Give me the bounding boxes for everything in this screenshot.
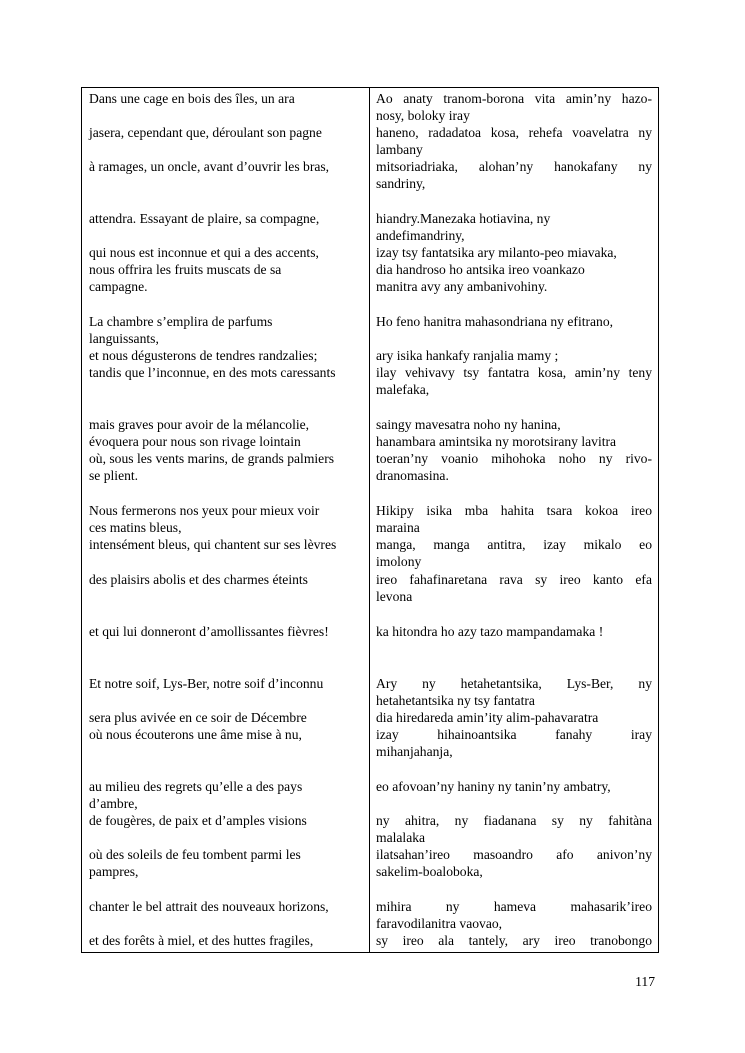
left-line: et des forêts à miel, et des huttes fragiles, bbox=[89, 933, 314, 948]
right-line: malefaka, bbox=[376, 382, 430, 397]
left-line: et qui lui donneront d’amollissantes fièvres! bbox=[89, 624, 329, 639]
left-line: à ramages, un oncle, avant d’ouvrir les bras, bbox=[89, 159, 330, 174]
left-line: et nous dégusterons de tendres randzalies; bbox=[89, 348, 318, 363]
right-line: malalaka bbox=[376, 830, 426, 845]
right-line: haneno, radadatoa kosa, rehefa voavelatra ny bbox=[376, 125, 652, 140]
right-line: Ao anaty tranom-borona vita amin’ny hazo- bbox=[376, 91, 652, 106]
right-line: mitsoriadriaka, alohan’ny hanokafany ny bbox=[376, 159, 652, 174]
right-line: levona bbox=[376, 589, 413, 604]
bilingual-poem-table bbox=[81, 87, 659, 953]
left-line: intensément bleus, qui chantent sur ses lèvres bbox=[89, 537, 337, 552]
left-line: où, sous les vents marins, de grands palmiers bbox=[89, 451, 335, 466]
right-line: faravodilanitra vaovao, bbox=[376, 916, 503, 931]
right-line: ilatsahan’ireo masoandro afo anivon’ny bbox=[376, 847, 652, 862]
right-line: dia hiredareda amin’ity alim-pahavaratra bbox=[376, 710, 599, 725]
right-line: ka hitondra ho azy tazo mampandamaka ! bbox=[376, 624, 604, 639]
left-line: des plaisirs abolis et des charmes éteints bbox=[89, 572, 308, 587]
right-line: mihanjahanja, bbox=[376, 744, 453, 759]
right-line: maraina bbox=[376, 520, 420, 535]
right-line: lambany bbox=[376, 142, 423, 157]
right-line: izay tsy fantatsika ary milanto-peo miavaka, bbox=[376, 245, 617, 260]
right-line: Ary ny hetahetantsika, Lys-Ber, ny bbox=[376, 676, 652, 691]
right-line: dranomasina. bbox=[376, 468, 449, 483]
right-line: saingy mavesatra noho ny hanina, bbox=[376, 417, 561, 432]
right-line: andefimandriny, bbox=[376, 228, 465, 243]
left-line: se plient. bbox=[89, 468, 139, 483]
right-line: toeran’ny voanio mihohoka noho ny rivo- bbox=[376, 451, 652, 466]
right-line: sandriny, bbox=[376, 176, 426, 191]
left-line: tandis que l’inconnue, en des mots caressants bbox=[89, 365, 336, 380]
right-line: ny ahitra, ny fiadanana sy ny fahitàna bbox=[376, 813, 652, 828]
right-line: nosy, boloky iray bbox=[376, 108, 470, 123]
right-line: ary isika hankafy ranjalia mamy ; bbox=[376, 348, 559, 363]
left-line: qui nous est inconnue et qui a des accents, bbox=[89, 245, 319, 260]
left-line: sera plus avivée en ce soir de Décembre bbox=[89, 710, 307, 725]
left-line: attendra. Essayant de plaire, sa compagne, bbox=[89, 211, 320, 226]
right-line: hanambara amintsika ny morotsirany lavitra bbox=[376, 434, 617, 449]
right-line: hiandry.Manezaka hotiavina, ny bbox=[376, 211, 551, 226]
page-number: 117 bbox=[635, 974, 655, 989]
left-line: Et notre soif, Lys-Ber, notre soif d’inconnu bbox=[89, 676, 324, 691]
right-line: ireo fahafinaretana rava sy ireo kanto efa bbox=[376, 572, 652, 587]
right-line: sakelim-boaloboka, bbox=[376, 864, 483, 879]
left-line: Nous fermerons nos yeux pour mieux voir bbox=[89, 503, 320, 518]
left-line: La chambre s’emplira de parfums bbox=[89, 314, 273, 329]
left-line: ces matins bleus, bbox=[89, 520, 182, 535]
left-line: campagne. bbox=[89, 279, 148, 294]
left-line: languissants, bbox=[89, 331, 159, 346]
right-line: manitra avy any ambanivohiny. bbox=[376, 279, 548, 294]
right-line: eo afovoan’ny haniny ny tanin’ny ambatry, bbox=[376, 779, 611, 794]
left-line: au milieu des regrets qu’elle a des pays bbox=[89, 779, 303, 794]
column-divider bbox=[369, 88, 370, 952]
right-line: dia handroso ho antsika ireo voankazo bbox=[376, 262, 585, 277]
right-line: Hikipy isika mba hahita tsara kokoa ireo bbox=[376, 503, 652, 518]
right-line: manga, manga antitra, izay mikalo eo bbox=[376, 537, 652, 552]
left-line: jasera, cependant que, déroulant son pagne bbox=[89, 125, 322, 140]
left-line: où des soleils de feu tombent parmi les bbox=[89, 847, 301, 862]
left-line: de fougères, de paix et d’amples visions bbox=[89, 813, 307, 828]
right-line: ilay vehivavy tsy fantatra kosa, amin’ny teny bbox=[376, 365, 652, 380]
right-line: imolony bbox=[376, 554, 422, 569]
right-line: sy ireo ala tantely, ary ireo tranobongo bbox=[376, 933, 652, 948]
left-line: Dans une cage en bois des îles, un ara bbox=[89, 91, 295, 106]
left-line: nous offrira les fruits muscats de sa bbox=[89, 262, 282, 277]
left-line: mais graves pour avoir de la mélancolie, bbox=[89, 417, 310, 432]
right-line: mihira ny hameva mahasarik’ireo bbox=[376, 899, 652, 914]
right-line: izay hihainoantsika fanahy iray bbox=[376, 727, 652, 742]
right-line: hetahetantsika ny tsy fantatra bbox=[376, 693, 535, 708]
left-line: où nous écouterons une âme mise à nu, bbox=[89, 727, 302, 742]
left-line: pampres, bbox=[89, 864, 139, 879]
right-line: Ho feno hanitra mahasondriana ny efitrano, bbox=[376, 314, 614, 329]
left-line: chanter le bel attrait des nouveaux horizons, bbox=[89, 899, 329, 914]
left-line: d’ambre, bbox=[89, 796, 138, 811]
left-line: évoquera pour nous son rivage lointain bbox=[89, 434, 301, 449]
